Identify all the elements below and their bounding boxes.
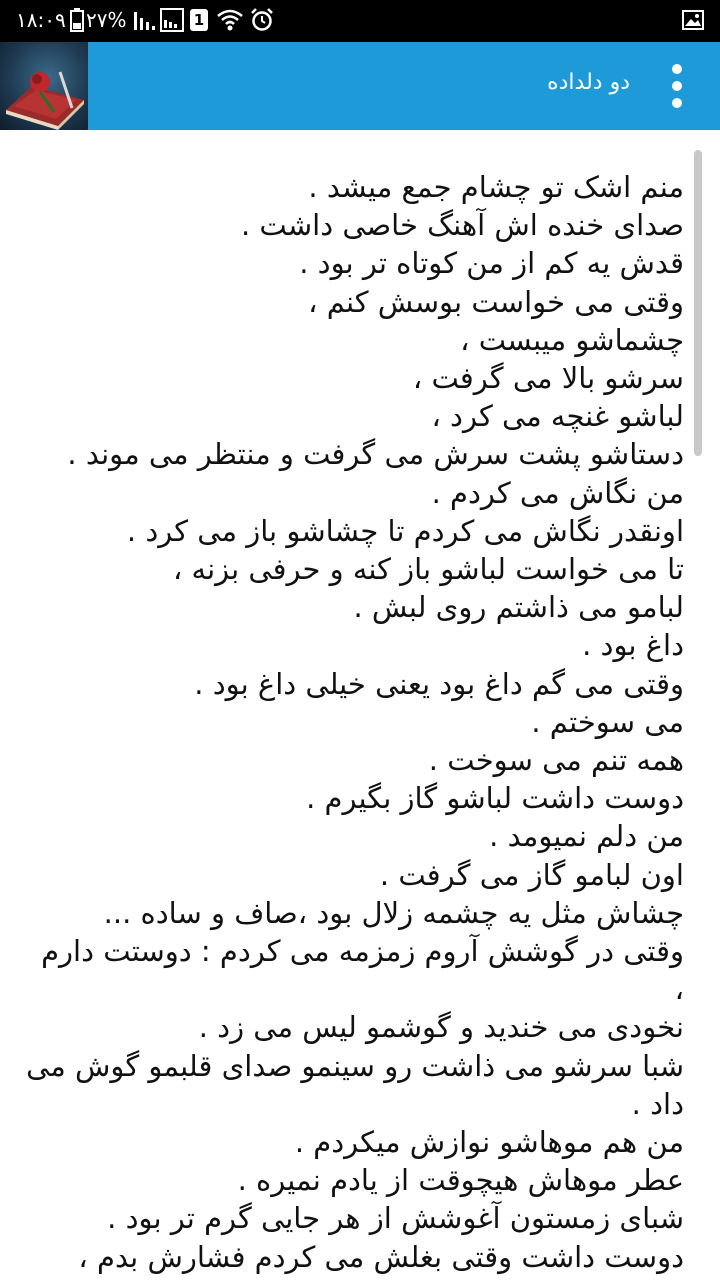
more-vert-icon-dot: [672, 81, 682, 91]
poem-line: چشاش مثل یه چشمه زلال بود ،صاف و ساده ...: [103, 895, 684, 930]
poem-line: صدای خنده اش آهنگ خاصی داشت .: [240, 208, 684, 243]
status-bar: [0, 0, 720, 42]
signal-icon: [160, 8, 184, 32]
scrollbar[interactable]: [694, 150, 702, 456]
battery-icon: [70, 8, 84, 32]
sim-icon: [190, 9, 208, 31]
wifi-icon: [216, 8, 244, 32]
poem-line: من نگاش می کردم .: [431, 475, 684, 510]
more-vert-icon: [672, 64, 682, 74]
app-logo-image: [0, 42, 88, 130]
battery-percent: ۲۷%: [86, 8, 127, 32]
poem-text: [24, 168, 684, 1276]
sim-slot-label: 1: [193, 11, 205, 29]
poem-line: لبامو می ذاشتم روی لبش .: [353, 590, 684, 625]
poem-line: وقتی می گم داغ بود یعنی خیلی داغ بود .: [194, 666, 684, 701]
poem-line: دوست داشت وقتی بغلش می کردم فشارش بدم ،: [78, 1239, 684, 1274]
alarm-icon: [250, 8, 274, 32]
poem-line: وقتی در گوشش آروم زمزمه می کردم : دوستت دارم ،: [41, 934, 684, 1007]
status-time: ۱۸:۰۹: [16, 8, 66, 32]
app-title: دو دلداده: [547, 70, 630, 95]
poem-line: عطر موهاش هیچوقت از یادم نمیره .: [237, 1163, 684, 1198]
poem-line: شبا سرشو می ذاشت رو سینمو صدای قلبمو گوش می داد .: [26, 1048, 684, 1121]
poem-line: قدش یه کم از من کوتاه تر بود .: [299, 246, 684, 281]
poem-line: داغ بود .: [582, 628, 684, 663]
poem-line: شبای زمستون آغوشش از هر جایی گرم تر بود .: [107, 1201, 684, 1236]
poem-line: لباشو غنچه می کرد ،: [431, 399, 684, 434]
poem-line: اونقدر نگاش می کردم تا چشاشو باز می کرد .: [126, 513, 684, 548]
signal-icon: [134, 8, 156, 32]
app-bar: [0, 42, 720, 130]
poem-line: چشماشو میبست ،: [460, 322, 684, 357]
poem-line: همه تنم می سوخت .: [428, 743, 684, 778]
poem-line: منم اشک تو چشام جمع میشد .: [308, 170, 684, 204]
poem-line: دستاشو پشت سرش می گرفت و منتظر می موند .: [67, 437, 684, 472]
poem-line: من هم موهاشو نوازش میکردم .: [294, 1125, 684, 1160]
poem-line: می سوختم .: [531, 704, 684, 739]
poem-line: تا می خواست لباشو باز کنه و حرفی بزنه ،: [172, 552, 684, 587]
overflow-menu-button[interactable]: [656, 60, 700, 112]
poem-line: دوست داشت لباشو گاز بگیرم .: [306, 781, 684, 816]
book-rose-icon: [0, 42, 88, 130]
poem-line: من دلم نمیومد .: [489, 819, 684, 854]
poem-line: اون لبامو گاز می گرفت .: [379, 857, 684, 892]
poem-line: نخودی می خندید و گوشمو لیس می زد .: [198, 1010, 684, 1045]
poem-line: وقتی می خواست بوسش کنم ،: [308, 284, 684, 319]
poem-scroll-view[interactable]: [0, 150, 720, 1280]
poem-line: سرشو بالا می گرفت ،: [412, 361, 684, 396]
image-icon: [682, 8, 704, 32]
more-vert-icon-dot: [672, 98, 682, 108]
